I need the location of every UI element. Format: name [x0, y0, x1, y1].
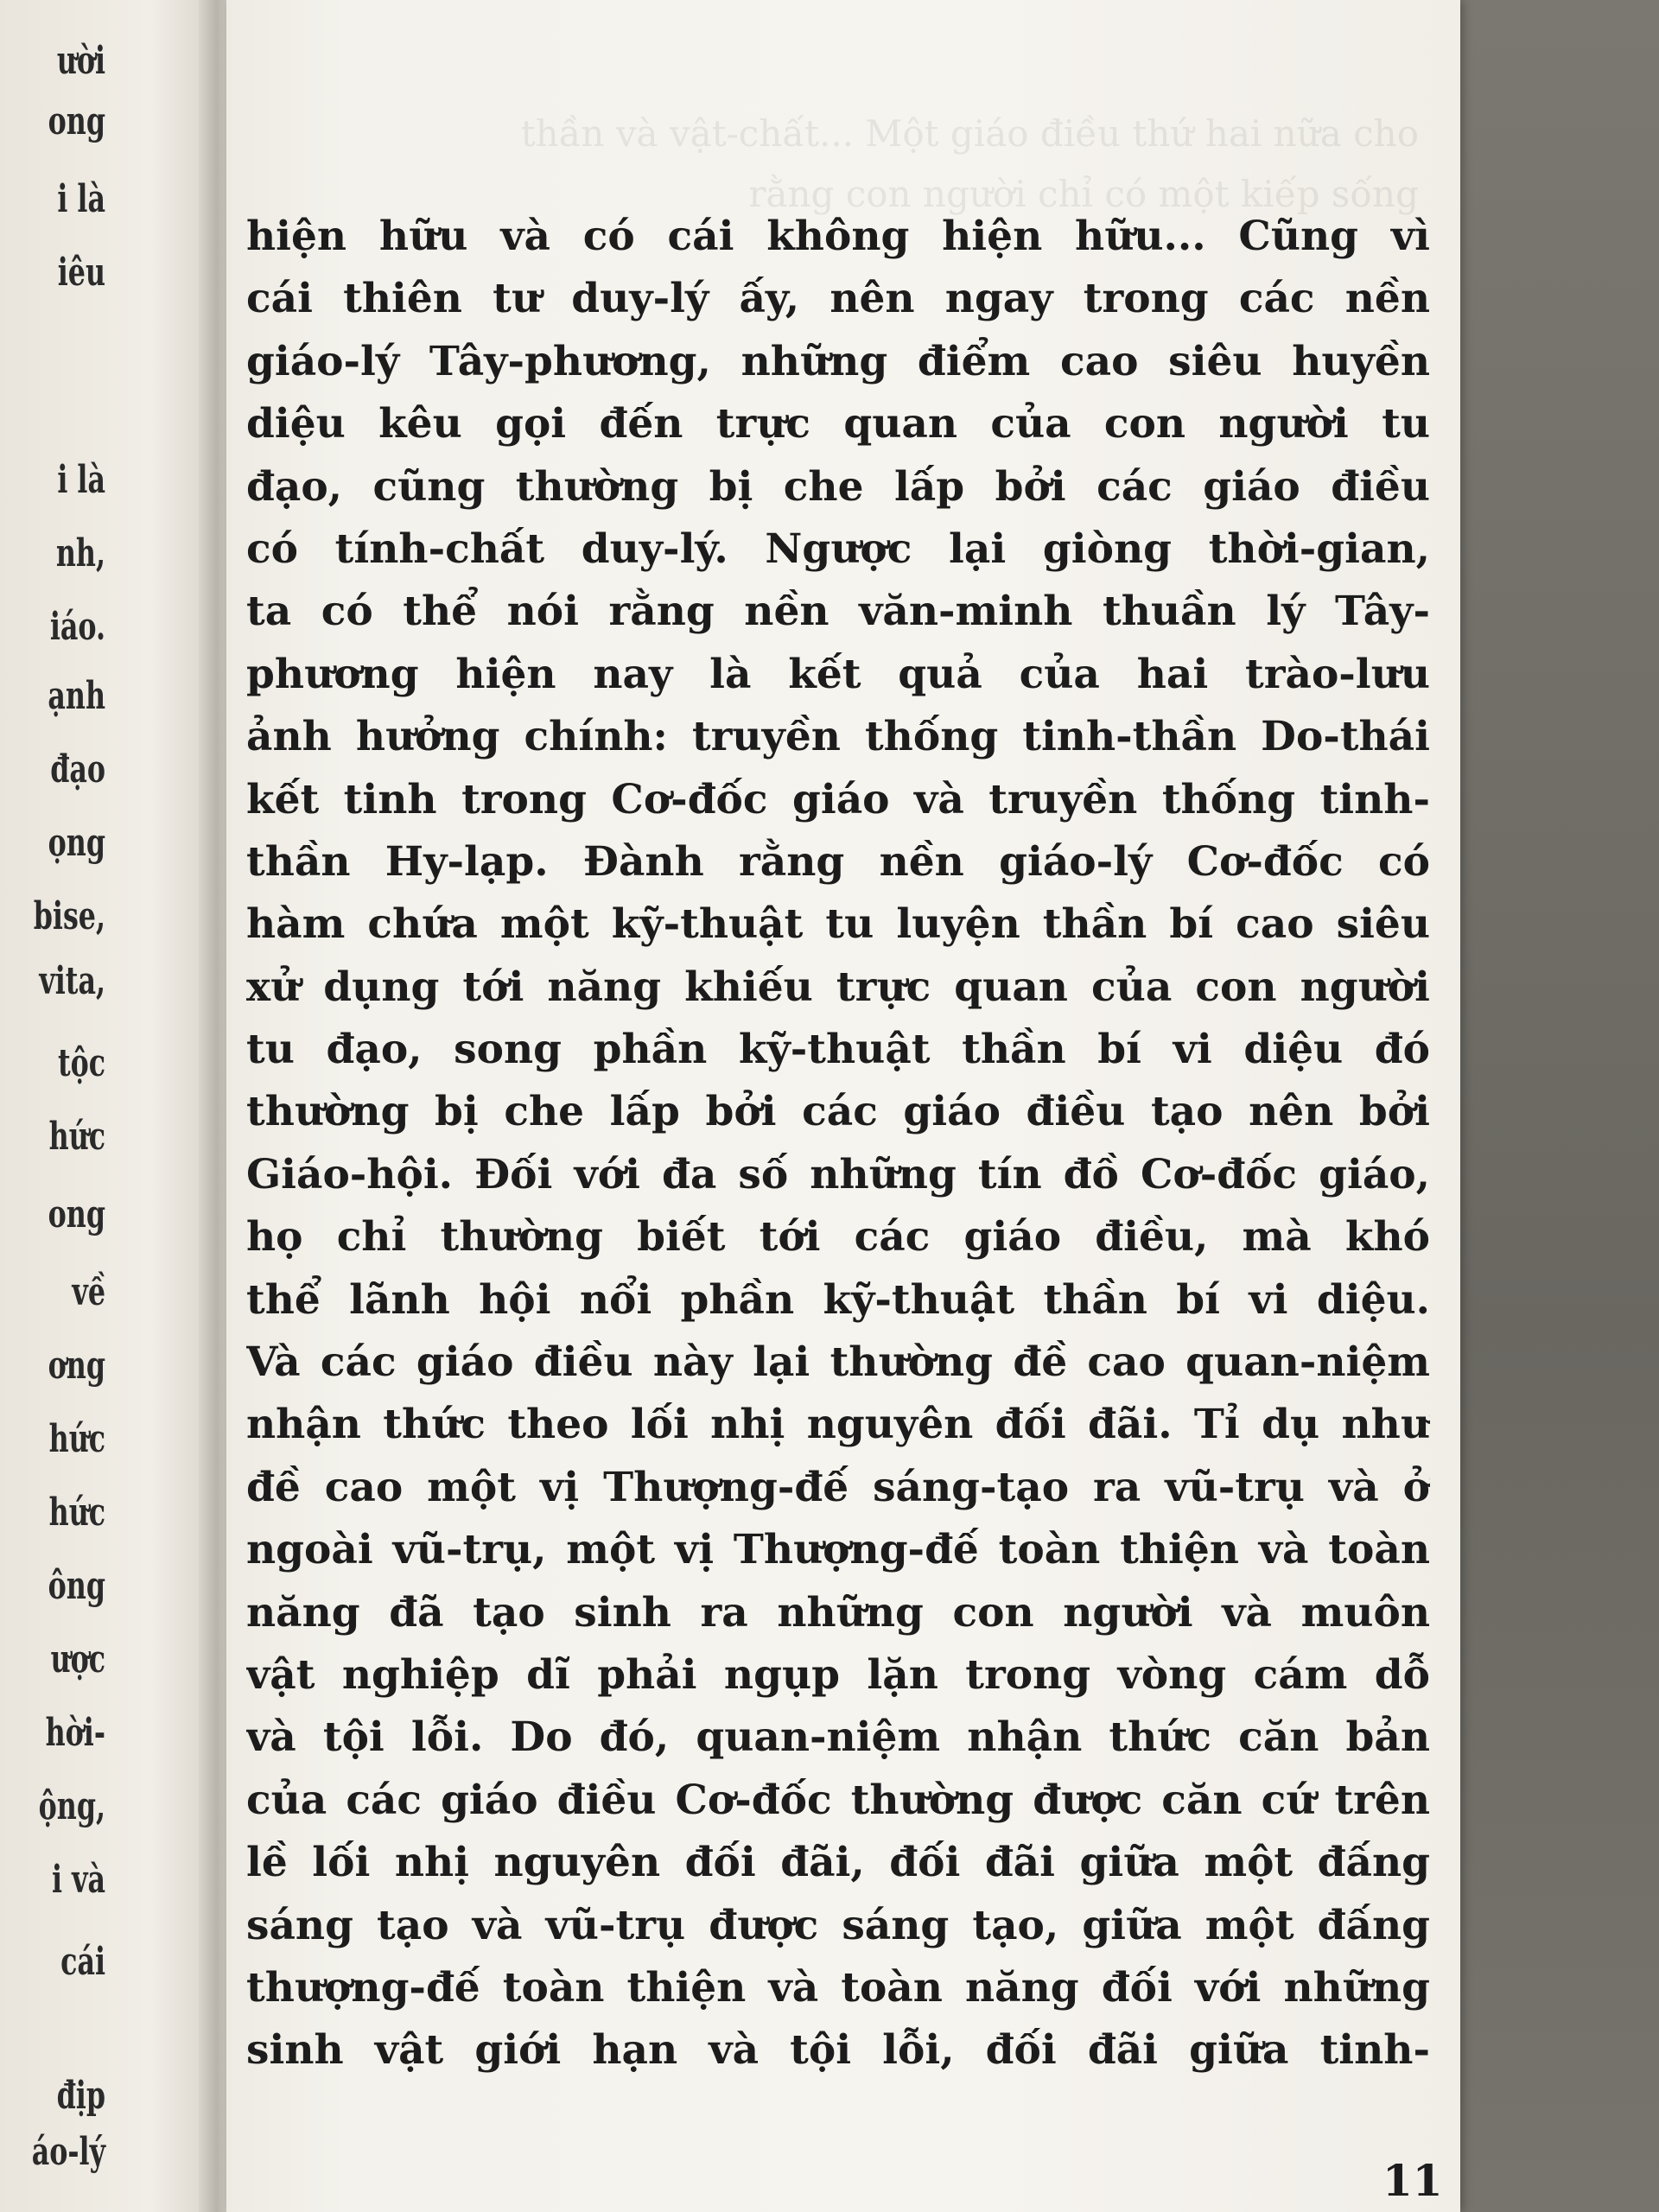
text-line: lề lối nhị nguyên đối đãi, đối đãi giữa một đấng [246, 1839, 1430, 1887]
text-line: diệu kêu gọi đến trực quan của con người tu [246, 400, 1430, 448]
text-line: ngoài vũ-trụ, một vị Thượng-đế toàn thiện và toàn [246, 1526, 1430, 1574]
left-page-fragment: ười [56, 39, 105, 83]
text-line: đạo, cũng thường bị che lấp bởi các giáo điều [246, 462, 1430, 511]
left-page-fragment: iáo. [49, 605, 105, 649]
left-page-fragment: hức [48, 1417, 105, 1461]
text-line: thần Hy-lạp. Đành rằng nền giáo-lý Cơ-đốc có [246, 837, 1430, 886]
left-page-fragment: cái [60, 1940, 105, 1984]
left-page-fragment: nh, [55, 531, 105, 575]
text-line: họ chỉ thường biết tới các giáo điều, mà khó [246, 1213, 1430, 1262]
text-line: giáo-lý Tây-phương, những điểm cao siêu huyền [246, 337, 1430, 385]
left-page-fragment: ộng, [38, 1784, 105, 1828]
text-line: kết tinh trong Cơ-đốc giáo và truyền thống tinh- [246, 775, 1430, 823]
text-line: có tính-chất duy-lý. Ngược lại giòng thời-gian, [246, 524, 1430, 573]
left-page-fragment: ông [48, 1564, 105, 1608]
bleed-through-line: thần và vật-chất... Một giáo điều thứ hai nữa cho [520, 112, 1419, 155]
text-line: sáng tạo và vũ-trụ được sáng tạo, giữa một đấng [246, 1901, 1430, 1949]
text-line: đề cao một vị Thượng-đế sáng-tạo ra vũ-trụ và ở [246, 1463, 1430, 1511]
left-page-fragment: ong [48, 99, 105, 143]
left-page-fragment: i là [57, 458, 105, 502]
left-page-fragment: hức [48, 1491, 105, 1535]
text-line: cái thiên tư duy-lý ấy, nên ngay trong các nền [246, 275, 1430, 323]
left-page-fragment: ược [50, 1637, 105, 1681]
body-text [246, 206, 1430, 2082]
left-page [0, 0, 216, 2212]
left-page-fragment: đạo [50, 747, 105, 791]
left-page-fragment: tộc [57, 1041, 105, 1085]
left-page-fragment: ơng [48, 1344, 105, 1388]
text-line: thường bị che lấp bởi các giáo điều tạo nên bởi [246, 1088, 1430, 1136]
left-page-fragment: i là [57, 177, 105, 221]
text-line: xử dụng tới năng khiếu trực quan của con người [246, 963, 1430, 1011]
text-line: Và các giáo điều này lại thường đề cao quan-niệm [246, 1338, 1430, 1387]
left-page-fragment: ạnh [48, 674, 105, 718]
text-line: vật nghiệp dĩ phải ngụp lặn trong vòng cám dỗ [246, 1650, 1430, 1699]
page-number: 11 [1382, 2155, 1443, 2206]
text-line: Giáo-hội. Đối với đa số những tín đồ Cơ-đốc giáo, [246, 1150, 1430, 1198]
text-line: thể lãnh hội nổi phần kỹ-thuật thần bí vi diệu. [246, 1275, 1430, 1324]
left-page-fragment: áo-lý [31, 2130, 105, 2174]
left-page-fragment: ong [48, 1192, 105, 1236]
text-line: thượng-đế toàn thiện và toàn năng đối với những [246, 1963, 1430, 2012]
text-line: sinh vật giới hạn và tội lỗi, đối đãi giữa tinh- [246, 2026, 1430, 2075]
text-line: nhận thức theo lối nhị nguyên đối đãi. Tỉ dụ như [246, 1401, 1430, 1449]
text-line: năng đã tạo sinh ra những con người và muôn [246, 1588, 1430, 1637]
text-line: phương hiện nay là kết quả của hai trào-lưu [246, 650, 1430, 698]
text-line: và tội lỗi. Do đó, quan-niệm nhận thức căn bản [246, 1713, 1430, 1762]
left-page-fragment: i và [52, 1858, 105, 1902]
left-page-fragment: về [72, 1270, 105, 1314]
text-line: của các giáo điều Cơ-đốc thường được căn cứ trên [246, 1776, 1430, 1824]
left-page-fragment: vita, [39, 959, 105, 1003]
text-line: hàm chứa một kỹ-thuật tu luyện thần bí cao siêu [246, 900, 1430, 949]
text-line: hiện hữu và có cái không hiện hữu... Cũng vì [246, 213, 1430, 260]
left-page-fragment: hức [48, 1115, 105, 1159]
left-page-fragment: ọng [48, 821, 105, 865]
text-line: tu đạo, song phần kỹ-thuật thần bí vi diệu đó [246, 1026, 1430, 1074]
bleed-through-line: rằng con người chỉ có một kiếp sống [748, 173, 1419, 215]
text-line: ảnh hưởng chính: truyền thống tinh-thần Do-thái [246, 713, 1430, 761]
left-page-fragment: bise, [33, 894, 105, 938]
text-line: ta có thể nói rằng nền văn-minh thuần lý Tây- [246, 588, 1430, 636]
left-page-fragment: hời- [45, 1711, 105, 1755]
left-page-fragment: iêu [57, 251, 105, 295]
left-page-fragment: địp [56, 2074, 105, 2118]
